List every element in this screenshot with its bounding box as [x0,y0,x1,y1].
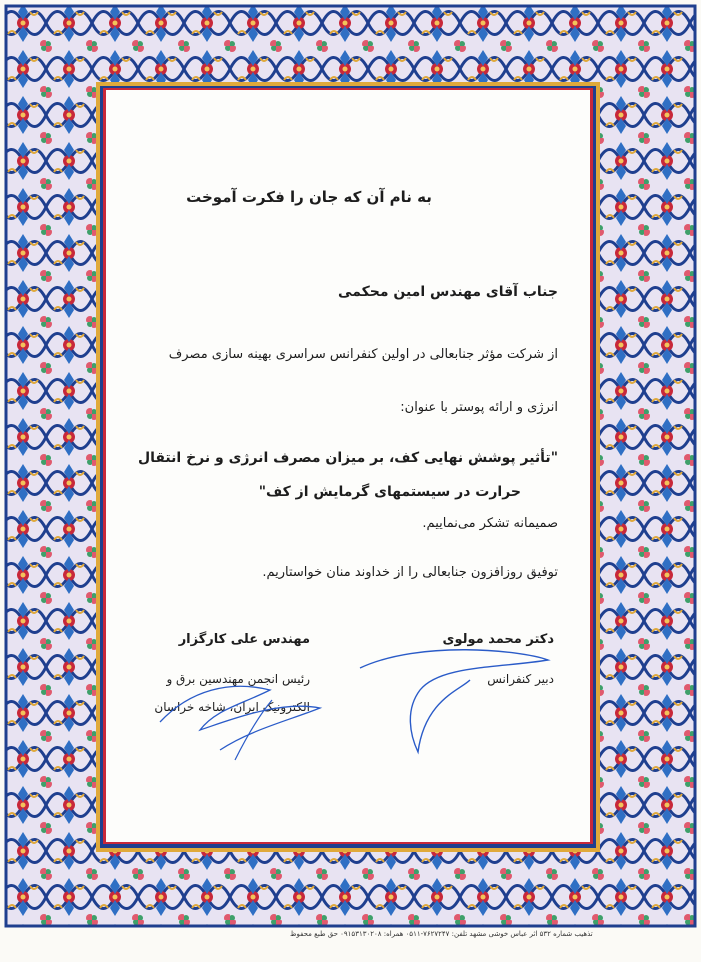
signatory-name: مهندس علی کارگزار [178,632,310,647]
wish-line: توفیق روزافزون جنابعالی را از خداوند منان خواستاریم. [262,565,558,580]
body-line-1: از شرکت مؤثر جنابعالی در اولین کنفرانس سراسری بهینه سازی مصرف [168,347,558,362]
signatory-title: الکترونیک ایران، شاخه خراسان [154,700,310,714]
invocation: به نام آن که جان را فکرت آموخت [186,188,432,206]
body-line-2: انرژی و ارائه پوستر با عنوان: [400,400,558,415]
poster-title-line-1: "تأثیر پوشش نهایی کف، بر میزان مصرف انرژی و نرخ انتقال [137,450,558,466]
signatory-title: دبیر کنفرانس [487,672,554,686]
signatory-title: رئیس انجمن مهندسین برق و [166,672,310,686]
thanks-line: صمیمانه تشکر می‌نماییم. [422,516,558,531]
poster-title-line-2: حرارت در سیستمهای گرمایش از کف" [258,484,521,500]
recipient-name: جناب آقای مهندس امین محکمی [338,284,558,300]
signatory-name: دکتر محمد مولوی [442,632,554,647]
footer-credit: تذهیب شماره ۵۳۲ اثر عباس خوشی مشهد تلفن: ۷۶۲۷۲۴۷-۰۵۱۱ همراه: ۰۹۱۵۳۱۳۰۲۰۸ حق طبع محفوظ [290,930,593,938]
